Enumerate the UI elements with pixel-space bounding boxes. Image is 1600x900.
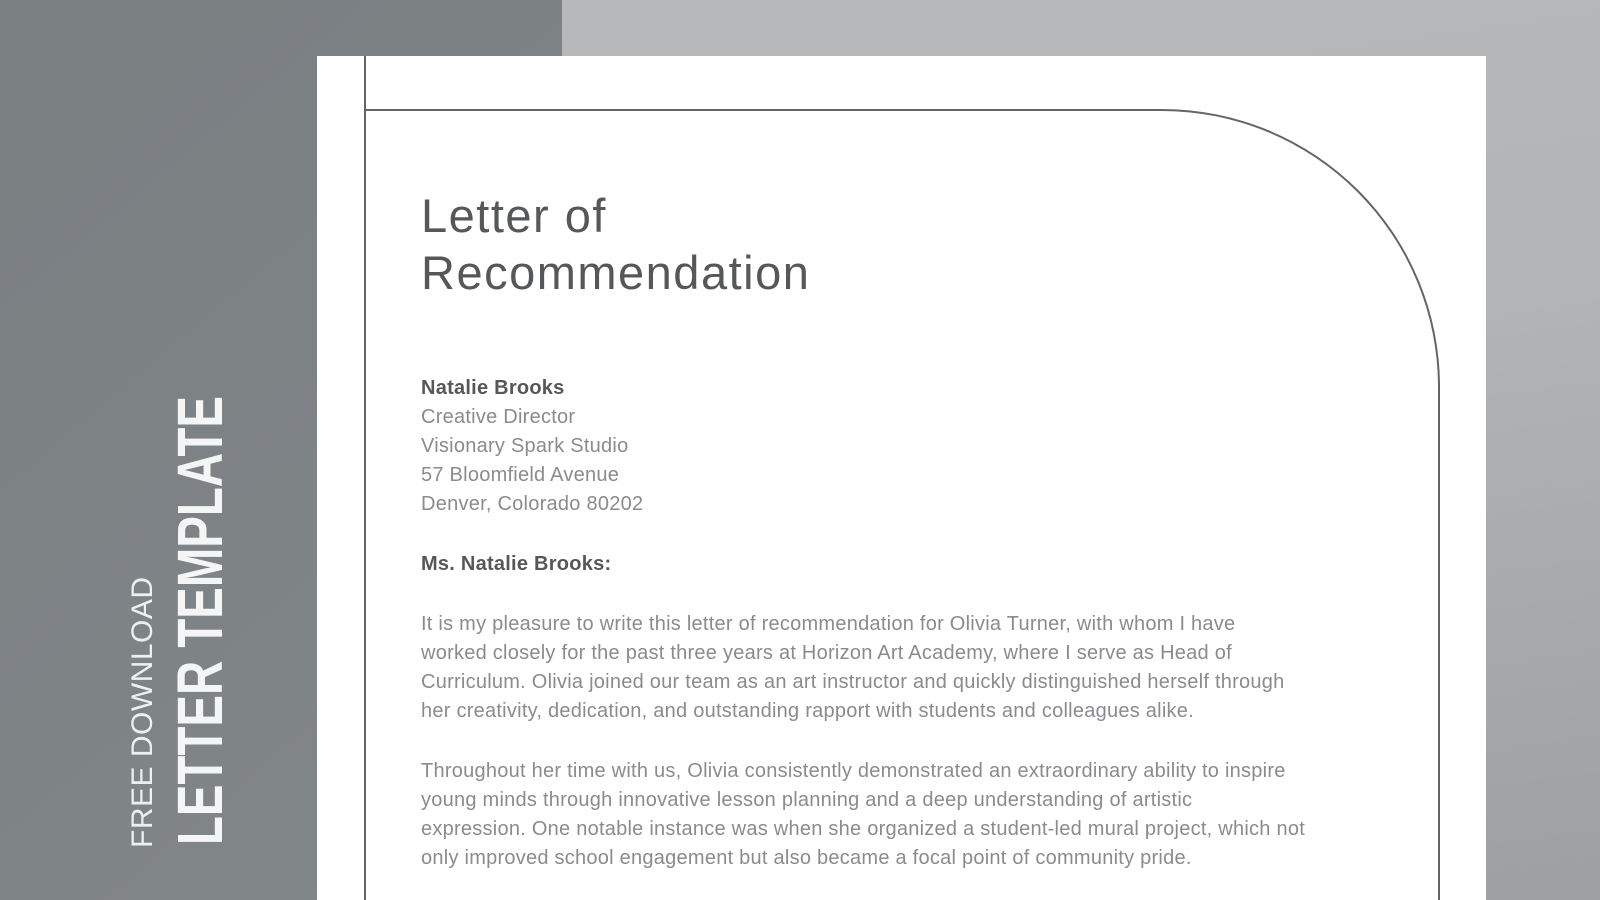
document-title-line: Recommendation (421, 246, 811, 299)
document-title (421, 187, 810, 301)
paragraph-line: Throughout her time with us, Olivia consistently demonstrated an extraordinary ability to inspire (421, 760, 1286, 782)
recipient-job-title: Creative Director (421, 406, 576, 428)
paragraph-line: worked closely for the past three years at Horizon Art Academy, where I serve as Head of (421, 642, 1232, 664)
recipient-city: Denver, Colorado 80202 (421, 493, 644, 515)
letter-page (317, 56, 1486, 900)
paragraph-line: It is my pleasure to write this letter of recommendation for Olivia Turner, with whom I have (421, 613, 1236, 635)
paragraph (421, 610, 1305, 726)
paragraph (421, 757, 1305, 873)
recipient-company: Visionary Spark Studio (421, 435, 629, 457)
free-download-label: FREE DOWNLOAD (126, 576, 159, 848)
recipient-block (421, 374, 1305, 519)
recipient-name: Natalie Brooks (421, 377, 565, 399)
salutation-block (421, 550, 1305, 579)
paragraph-line: her creativity, dedication, and outstanding rapport with students and colleagues alike. (421, 700, 1194, 722)
paragraph-line: only improved school engagement but also became a focal point of community pride. (421, 847, 1192, 869)
letter-content (421, 374, 1305, 873)
document-title-line: Letter of (421, 189, 607, 242)
letter-template-label: LETTER TEMPLATE (164, 395, 236, 845)
paragraph-line: expression. One notable instance was when she organized a student-led mural project, which not (421, 818, 1305, 840)
recipient-street: 57 Bloomfield Avenue (421, 464, 620, 486)
paragraph-line: Curriculum. Olivia joined our team as an art instructor and quickly distinguished herself through (421, 671, 1285, 693)
salutation: Ms. Natalie Brooks: (421, 553, 612, 575)
paragraph-line: young minds through innovative lesson planning and a deep understanding of artistic (421, 789, 1193, 811)
